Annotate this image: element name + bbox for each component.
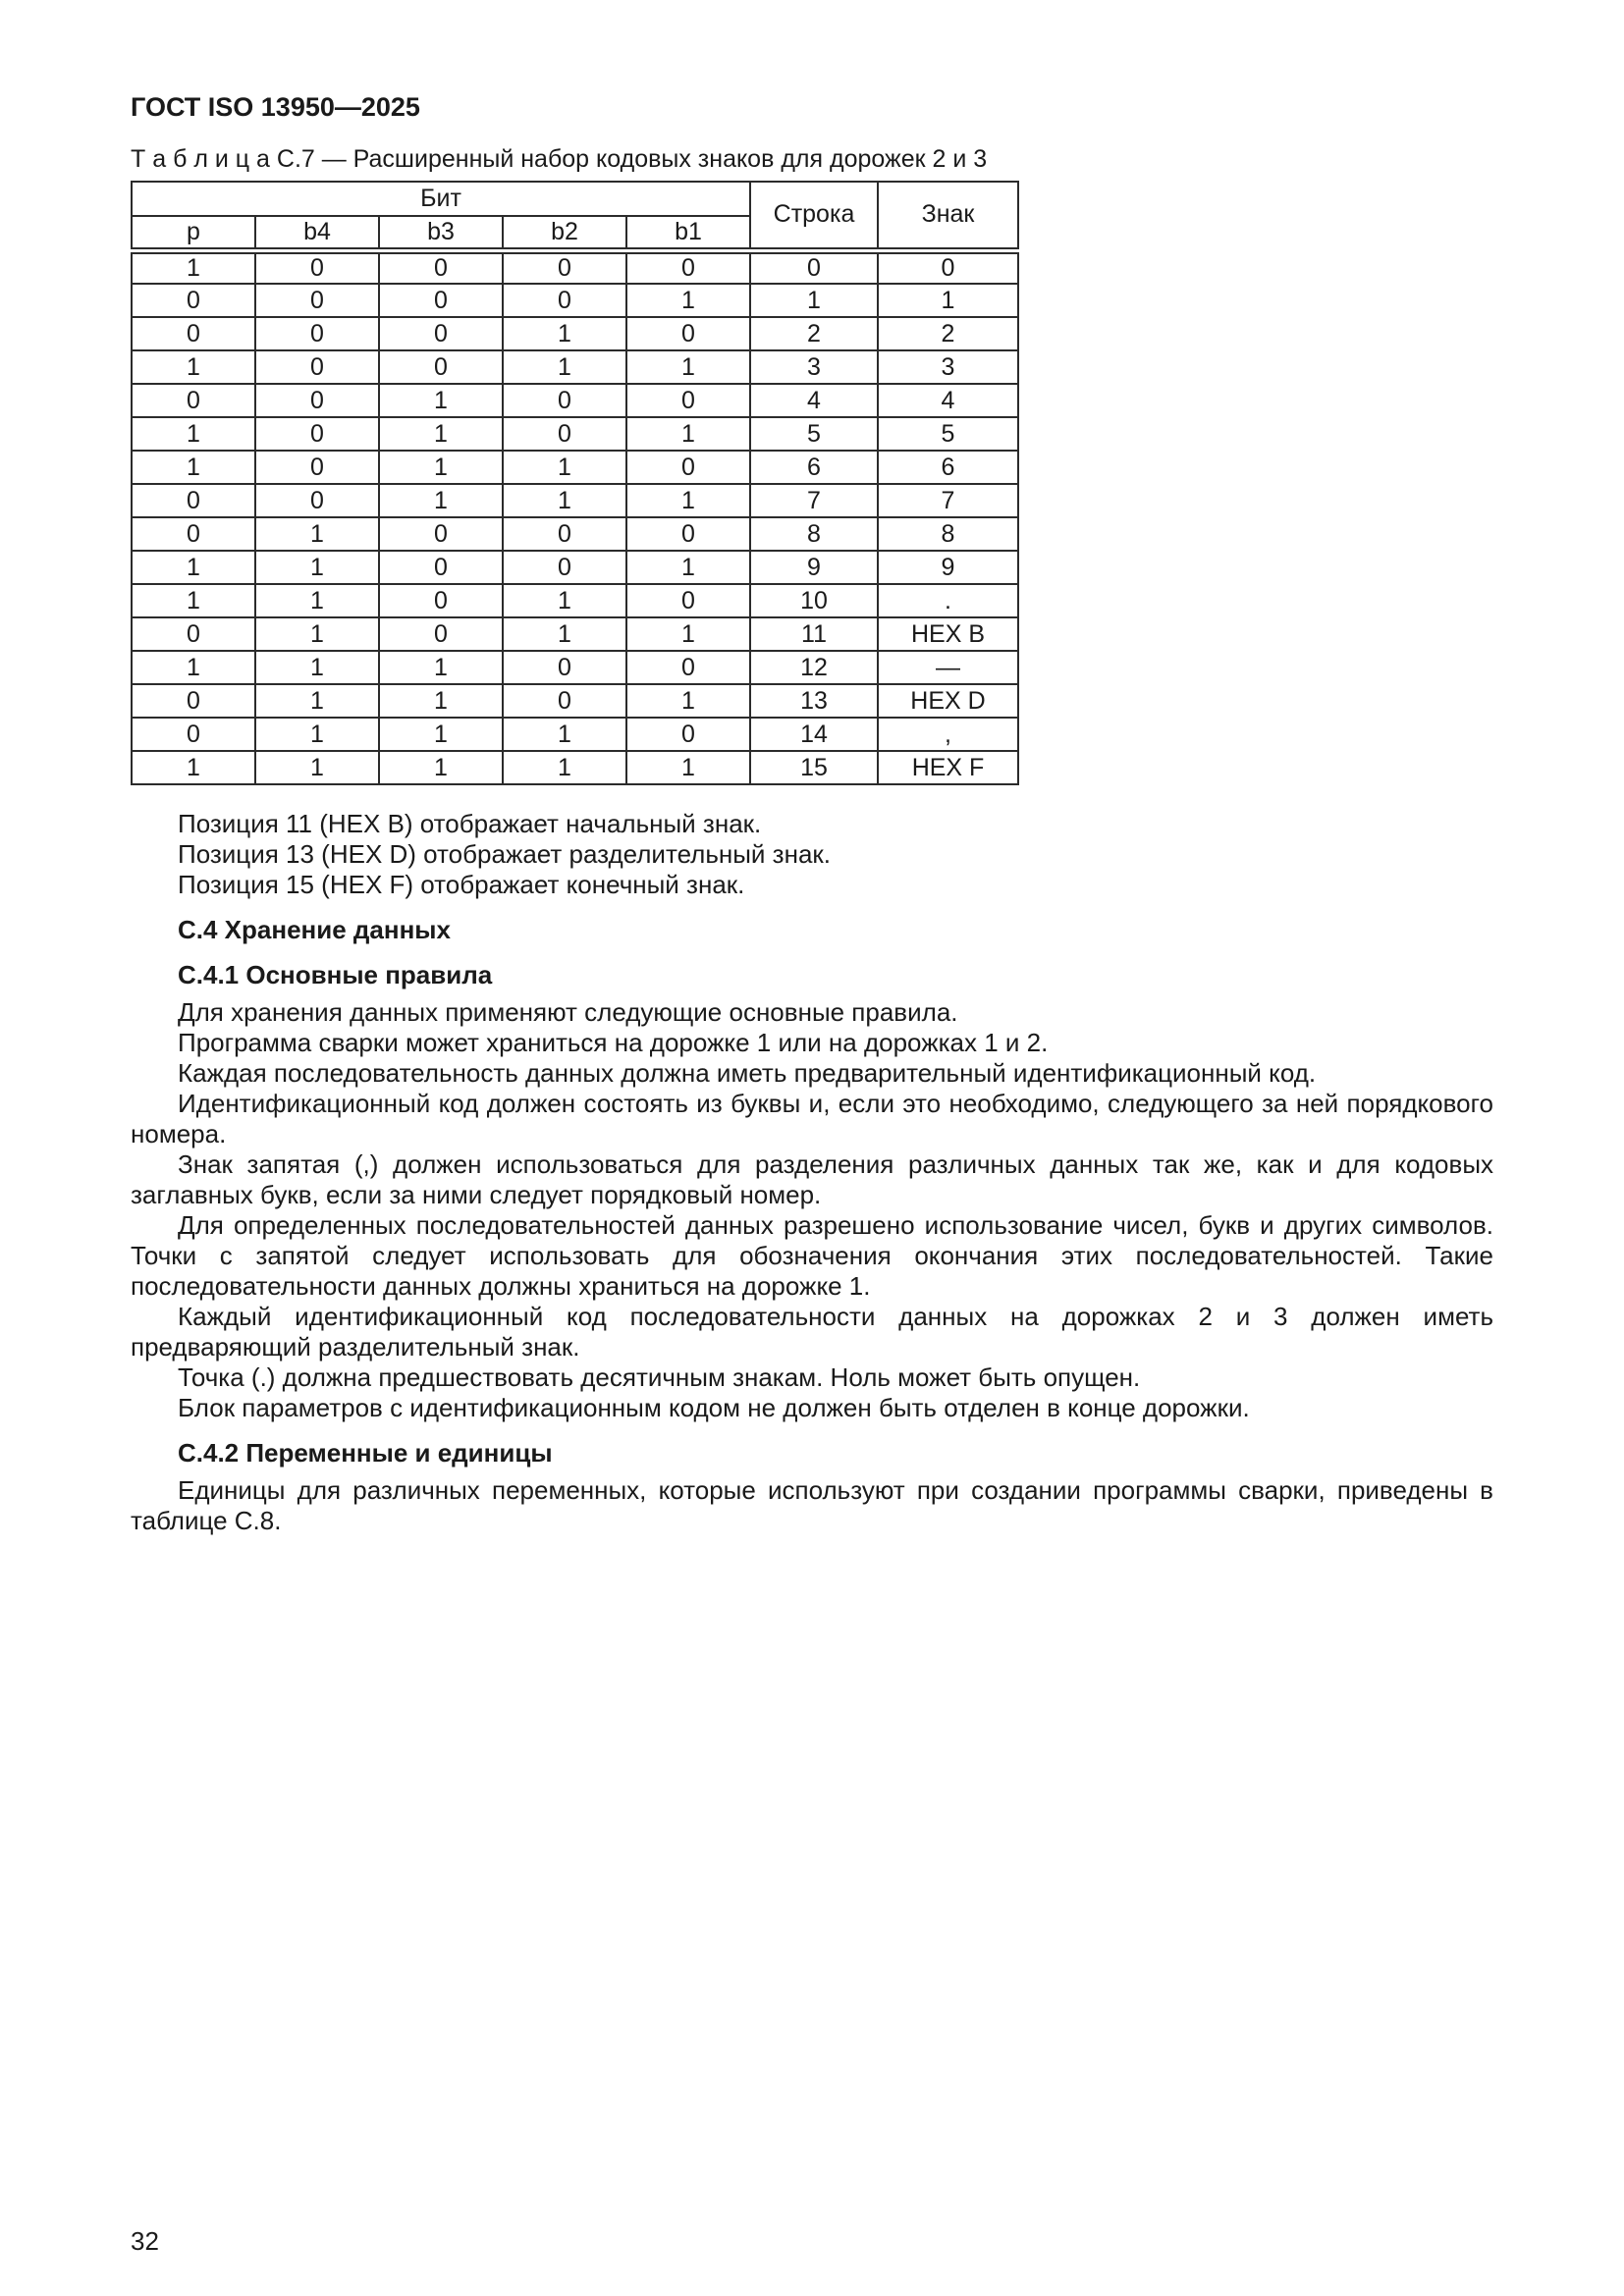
table-cell: 0 [132,684,255,718]
table-row [132,250,1018,284]
table-cell: 8 [878,517,1018,551]
paragraph: Для хранения данных применяют следующие основные правила. [178,997,958,1027]
table-cell: 2 [750,317,878,350]
paragraph: Каждая последовательность данных должна иметь предварительный идентификационный код. [178,1058,1317,1088]
running-header: ГОСТ ISO 13950—2025 [131,92,420,122]
table-caption: Т а б л и ц а С.7 — Расширенный набор кодовых знаков для дорожек 2 и 3 [131,145,988,173]
paragraph: Единицы для различных переменных, которые используют при создании программы сварки, приведены в таблице С.8. [131,1475,1493,1535]
col-header-znak: Знак [878,182,1018,250]
table-cell: 1 [255,751,379,784]
table-cell: 1 [255,684,379,718]
table-cell: 0 [503,684,626,718]
col-header-p: p [132,216,255,250]
table-cell: 0 [132,317,255,350]
table-cell: 1 [255,584,379,617]
table-cell: 1 [379,684,503,718]
table-cell: 0 [255,417,379,451]
table-notes [131,809,1493,900]
table-cell: 1 [503,617,626,651]
body-blocks [131,915,1493,1536]
table-cell: 14 [750,718,878,751]
page-content [131,0,1493,1536]
code-table [131,181,1019,785]
table-cell: 5 [878,417,1018,451]
paragraph: Идентификационный код должен состоять из буквы и, если это необходимо, следующего за ней порядкового номера. [131,1089,1493,1148]
col-header-b2: b2 [503,216,626,250]
table-note: Позиция 15 (HEX F) отображает конечный знак. [178,870,745,899]
table-row [132,651,1018,684]
table-cell: 0 [255,384,379,417]
table-cell: 1 [626,484,750,517]
table-cell: 0 [626,651,750,684]
table-cell: 10 [750,584,878,617]
table-cell: HEX B [878,617,1018,651]
table-row [132,350,1018,384]
table-row [132,718,1018,751]
table-cell: 4 [878,384,1018,417]
table-cell: . [878,584,1018,617]
table-cell: 13 [750,684,878,718]
table-cell: 1 [626,751,750,784]
table-note: Позиция 11 (HEX B) отображает начальный знак. [178,809,762,838]
table-cell: 1 [255,718,379,751]
table-cell: 1 [379,384,503,417]
table-cell: 0 [255,284,379,317]
table-cell: 11 [750,617,878,651]
table-cell: 0 [132,617,255,651]
table-cell: HEX D [878,684,1018,718]
table-cell: 1 [132,417,255,451]
table-cell: 1 [503,751,626,784]
table-cell: 0 [132,284,255,317]
table-cell: 1 [132,584,255,617]
table-cell: 1 [255,617,379,651]
table-cell: 1 [379,451,503,484]
table-cell: 9 [878,551,1018,584]
table-row [132,584,1018,617]
table-cell: — [878,651,1018,684]
section-heading: С.4.2 Переменные и единицы [178,1438,553,1468]
table-row [132,417,1018,451]
table-cell: 1 [379,751,503,784]
table-cell: 0 [750,250,878,284]
table-row [132,551,1018,584]
table-cell: 0 [379,350,503,384]
table-cell: 7 [750,484,878,517]
col-header-b1: b1 [626,216,750,250]
table-cell: 0 [379,284,503,317]
table-cell: 1 [626,417,750,451]
section-heading: С.4 Хранение данных [178,915,451,944]
table-cell: 0 [132,517,255,551]
table-row [132,384,1018,417]
col-header-stroka: Строка [750,182,878,250]
table-cell: 1 [503,451,626,484]
table-cell: 0 [379,250,503,284]
table-row [132,517,1018,551]
table-cell: 0 [379,317,503,350]
table-cell: 1 [132,451,255,484]
col-header-b4: b4 [255,216,379,250]
table-cell: 0 [379,517,503,551]
col-header-b3: b3 [379,216,503,250]
table-cell: 0 [503,284,626,317]
table-cell: 1 [750,284,878,317]
paragraph: Каждый идентификационный код последовательности данных на дорожках 2 и 3 должен иметь предваряющий разделительный знак. [131,1302,1493,1362]
table-note: Позиция 13 (HEX D) отображает разделительный знак. [178,839,832,869]
table-cell: 0 [626,584,750,617]
table-cell: 2 [878,317,1018,350]
table-cell: 1 [626,551,750,584]
table-cell: 0 [503,384,626,417]
section-heading: С.4.1 Основные правила [178,960,493,989]
table-cell: 1 [132,250,255,284]
table-cell: 1 [503,584,626,617]
table-header-row [132,182,1018,216]
table-cell: 0 [503,250,626,284]
table-cell: 0 [379,617,503,651]
paragraph: Программа сварки может храниться на дорожке 1 или на дорожках 1 и 2. [178,1028,1049,1057]
table-cell: 1 [132,751,255,784]
table-cell: 0 [626,250,750,284]
table-cell: 1 [132,350,255,384]
table-cell: 0 [626,451,750,484]
table-cell: 0 [379,551,503,584]
table-row [132,317,1018,350]
table-cell: 12 [750,651,878,684]
table-cell: 0 [626,317,750,350]
table-cell: 1 [132,651,255,684]
table-cell: 1 [626,284,750,317]
table-cell: 1 [503,718,626,751]
table-row [132,284,1018,317]
paragraph: Блок параметров с идентификационным кодом не должен быть отделен в конце дорожки. [178,1393,1250,1422]
table-cell: 0 [132,384,255,417]
code-table-head [132,182,1018,250]
table-cell: 1 [878,284,1018,317]
table-cell: 0 [255,317,379,350]
table-cell: 8 [750,517,878,551]
table-cell: 1 [379,484,503,517]
table-cell: 0 [255,484,379,517]
table-cell: 1 [626,617,750,651]
table-cell: 0 [379,584,503,617]
table-cell: 1 [379,417,503,451]
table-cell: 1 [255,517,379,551]
table-cell: 0 [255,250,379,284]
paragraph: Для определенных последовательностей данных разрешено использование чисел, букв и других символов. Точки с запятой следует использовать для обозначения окончания этих последовательностей. Такие последовательности данных должны храниться на дорожке 1. [131,1210,1493,1301]
table-cell: 0 [878,250,1018,284]
table-row [132,617,1018,651]
table-cell: 1 [503,484,626,517]
table-cell: 0 [503,517,626,551]
table-cell: 1 [626,350,750,384]
paragraph: Точка (.) должна предшествовать десятичным знакам. Ноль может быть опущен. [178,1362,1141,1392]
table-cell: 4 [750,384,878,417]
table-row [132,451,1018,484]
table-row [132,484,1018,517]
table-cell: 6 [878,451,1018,484]
code-table-body [132,250,1018,784]
table-cell: 0 [626,517,750,551]
table-cell: 0 [626,384,750,417]
table-cell: 0 [503,651,626,684]
table-cell: 5 [750,417,878,451]
table-cell: 0 [503,551,626,584]
table-cell: 0 [626,718,750,751]
table-row [132,684,1018,718]
page-number: 32 [131,2226,159,2256]
table-cell: 0 [255,451,379,484]
table-cell: , [878,718,1018,751]
table-cell: 0 [255,350,379,384]
table-cell: 1 [132,551,255,584]
table-cell: 1 [503,350,626,384]
table-cell: 15 [750,751,878,784]
table-cell: HEX F [878,751,1018,784]
table-cell: 9 [750,551,878,584]
paragraph: Знак запятая (,) должен использоваться для разделения различных данных так же, как и для кодовых заглавных букв, если за ними следует порядковый номер. [131,1149,1493,1209]
col-header-bit: Бит [132,182,750,216]
table-cell: 6 [750,451,878,484]
table-cell: 3 [750,350,878,384]
table-cell: 1 [255,551,379,584]
table-cell: 0 [503,417,626,451]
table-cell: 3 [878,350,1018,384]
table-cell: 1 [503,317,626,350]
table-row [132,751,1018,784]
table-cell: 0 [132,718,255,751]
table-cell: 1 [626,684,750,718]
table-cell: 0 [132,484,255,517]
table-cell: 7 [878,484,1018,517]
table-cell: 1 [255,651,379,684]
table-cell: 1 [379,651,503,684]
table-cell: 1 [379,718,503,751]
